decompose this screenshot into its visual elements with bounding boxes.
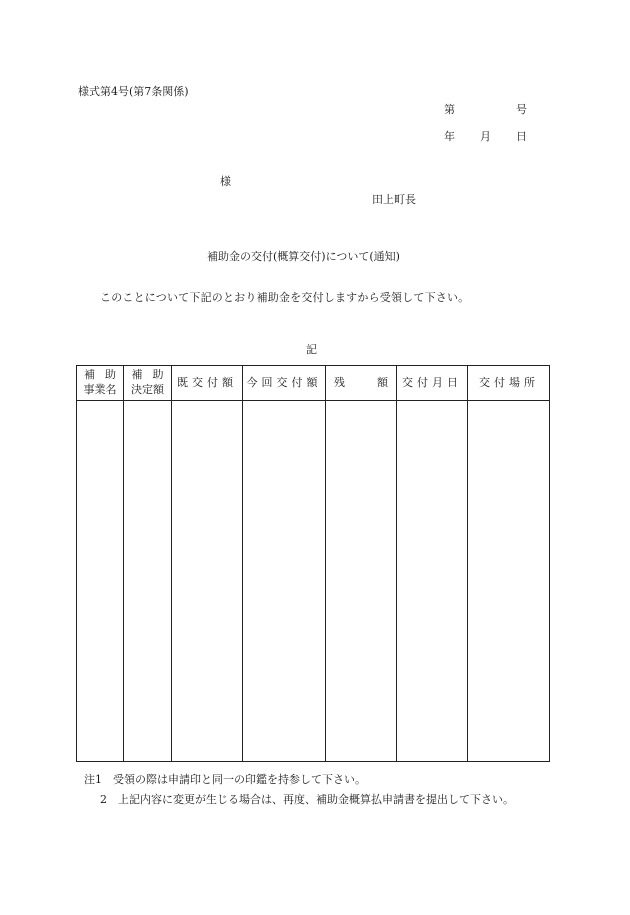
grant-table <box>76 365 550 762</box>
addressee-honorific: 様 <box>220 175 231 188</box>
header-decided-amount-line2: 決定額 <box>131 383 164 396</box>
column-divider <box>242 366 243 761</box>
header-payment-place-label: 交付場所 <box>479 375 539 389</box>
header-project-name-line1: 補助 <box>84 368 126 382</box>
column-divider <box>467 366 468 761</box>
column-divider <box>396 366 397 761</box>
header-project-name <box>77 366 126 400</box>
date-month-label: 月 <box>480 130 491 143</box>
column-divider <box>325 366 326 761</box>
header-payment-date <box>397 366 467 400</box>
document-title: 補助金の交付(概算交付)について(通知) <box>207 250 400 263</box>
note-1: 注1 受領の際は申請印と同一の印鑑を持参して下さい。 <box>84 773 366 786</box>
header-balance-right: 額 <box>377 375 388 389</box>
header-already-paid-label: 既交付額 <box>177 375 237 389</box>
header-divider <box>77 400 549 401</box>
header-decided-amount-line1: 補助 <box>131 368 174 382</box>
header-already-paid <box>172 366 242 400</box>
form-label: 様式第4号(第7条関係) <box>78 85 189 98</box>
column-divider <box>171 366 172 761</box>
note-2: 2 上記内容に変更が生じる場合は、再度、補助金概算払申請書を提出して下さい。 <box>100 793 514 806</box>
header-decided-amount <box>124 366 174 400</box>
body-text: このことについて下記のとおり補助金を交付しますから受領して下さい。 <box>100 291 470 304</box>
ki-heading: 記 <box>306 343 317 356</box>
date-year-label: 年 <box>444 130 455 143</box>
header-project-name-line2: 事業名 <box>83 383 117 396</box>
doc-number-prefix: 第 <box>444 103 455 116</box>
doc-number-suffix: 号 <box>516 103 527 116</box>
header-balance-left: 残 <box>334 375 345 389</box>
header-current-payment-label: 今回交付額 <box>246 375 322 389</box>
issuer-name: 田上町長 <box>372 193 416 206</box>
header-payment-date-label: 交付月日 <box>402 375 462 389</box>
date-day-label: 日 <box>516 130 527 143</box>
header-balance <box>326 366 396 400</box>
header-current-payment <box>243 366 325 400</box>
column-divider <box>123 366 124 761</box>
header-payment-place <box>468 366 550 400</box>
